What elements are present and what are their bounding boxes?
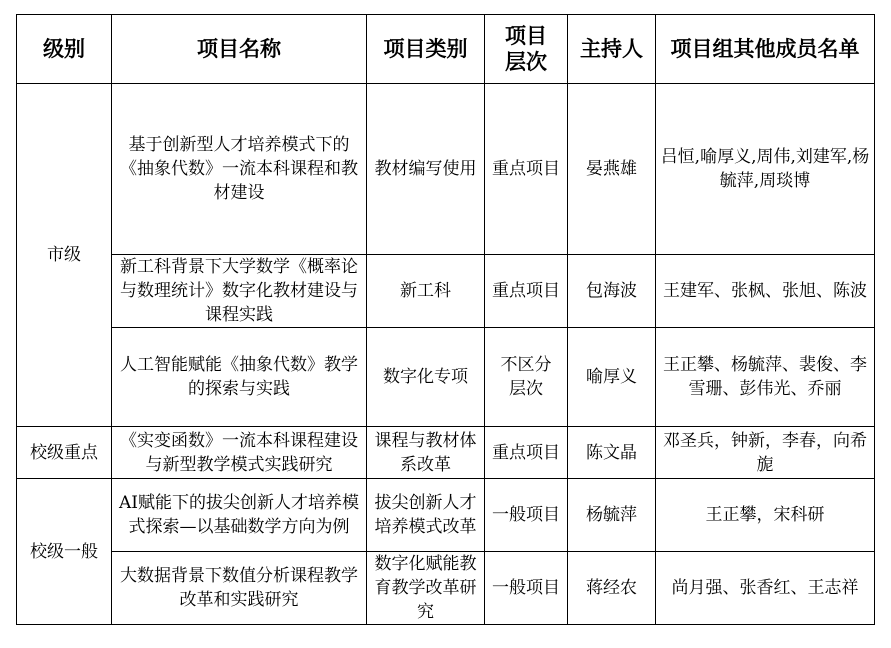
project-name-cell: 新工科背景下大学数学《概率论与数理统计》数字化教材建设与课程实践	[112, 255, 367, 328]
header-row	[17, 15, 875, 84]
category-cell: 拔尖创新人才培养模式改革	[367, 479, 485, 552]
tier-cell: 一般项目	[485, 552, 568, 625]
project-name-cell: AI赋能下的拔尖创新人才培养模式探索—以基础数学方向为例	[112, 479, 367, 552]
table-row	[17, 427, 875, 479]
tier-cell: 不区分层次	[485, 328, 568, 427]
level-cell: 校级重点	[17, 427, 112, 479]
host-cell: 陈文晶	[568, 427, 656, 479]
tier-cell: 重点项目	[485, 427, 568, 479]
tier-cell: 一般项目	[485, 479, 568, 552]
header-host: 主持人	[568, 15, 656, 84]
members-cell: 邓圣兵，钟新，李春，向希旎	[656, 427, 875, 479]
project-name-cell: 《实变函数》一流本科课程建设与新型教学模式实践研究	[112, 427, 367, 479]
category-cell: 课程与教材体系改革	[367, 427, 485, 479]
header-category: 项目类别	[367, 15, 485, 84]
members-cell: 吕恒,喻厚义,周伟,刘建军,杨毓萍,周琰博	[656, 84, 875, 255]
table-row	[17, 328, 875, 427]
host-cell: 喻厚义	[568, 328, 656, 427]
category-cell: 数字化专项	[367, 328, 485, 427]
header-members: 项目组其他成员名单	[656, 15, 875, 84]
project-name-cell: 人工智能赋能《抽象代数》教学的探索与实践	[112, 328, 367, 427]
members-cell: 王正攀、杨毓萍、裴俊、李雪珊、彭伟光、乔丽	[656, 328, 875, 427]
level-cell: 校级一般	[17, 479, 112, 625]
header-project-name: 项目名称	[112, 15, 367, 84]
project-table	[16, 14, 875, 625]
category-cell: 数字化赋能教育教学改革研究	[367, 552, 485, 625]
host-cell: 包海波	[568, 255, 656, 328]
category-cell: 新工科	[367, 255, 485, 328]
category-cell: 教材编写使用	[367, 84, 485, 255]
members-cell: 王建军、张枫、张旭、陈波	[656, 255, 875, 328]
host-cell: 杨毓萍	[568, 479, 656, 552]
table-row	[17, 552, 875, 625]
host-cell: 蒋经农	[568, 552, 656, 625]
members-cell: 王正攀，宋科研	[656, 479, 875, 552]
tier-cell: 重点项目	[485, 84, 568, 255]
level-cell: 市级	[17, 84, 112, 427]
tier-cell: 重点项目	[485, 255, 568, 328]
table-row	[17, 84, 875, 255]
table-row	[17, 255, 875, 328]
header-tier: 项目层次	[485, 15, 568, 84]
table-row	[17, 479, 875, 552]
header-level: 级别	[17, 15, 112, 84]
host-cell: 晏燕雄	[568, 84, 656, 255]
project-name-cell: 基于创新型人才培养模式下的《抽象代数》一流本科课程和教材建设	[112, 84, 367, 255]
members-cell: 尚月强、张香红、王志祥	[656, 552, 875, 625]
project-name-cell: 大数据背景下数值分析课程教学改革和实践研究	[112, 552, 367, 625]
